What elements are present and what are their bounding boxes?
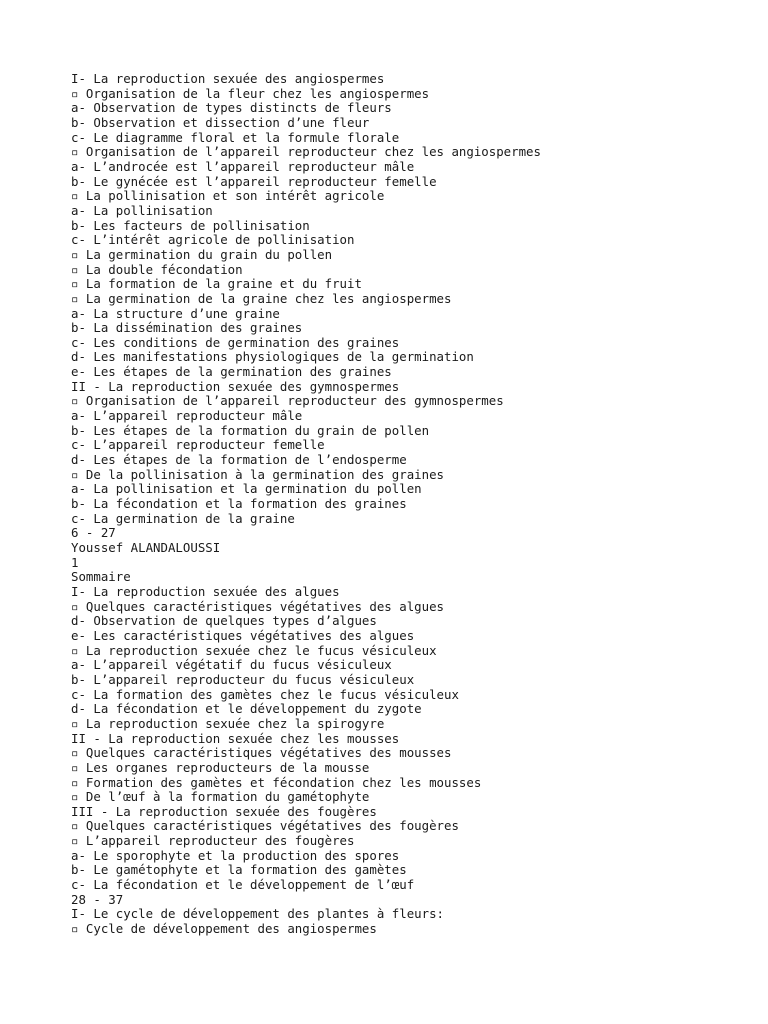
text-line: I- La reproduction sexuée des angiospermes <box>71 72 385 86</box>
author-name: Youssef ALANDALOUSSI <box>71 541 221 555</box>
text-line: b- Le gamétophyte et la formation des gamètes <box>71 863 407 878</box>
text-line: c- L’appareil reproducteur femelle <box>71 438 325 453</box>
text-line: III - La reproduction sexuée des fougères <box>71 804 377 819</box>
text-line: a- L’appareil reproducteur mâle <box>71 409 303 424</box>
text-line: b- Les facteurs de pollinisation <box>71 218 310 233</box>
text-line: c- La fécondation et le développement de l’œuf <box>71 878 415 893</box>
text-line: ▫ La formation de la graine et du fruit <box>71 277 362 292</box>
text-line: e- Les caractéristiques végétatives des algues <box>71 628 415 643</box>
text-line: e- Les étapes de la germination des graines <box>71 365 392 380</box>
text-line: ▫ La pollinisation et son intérêt agricole <box>71 189 385 204</box>
text-line: ▫ Organisation de l’appareil reproducteur chez les angiospermes <box>71 145 541 160</box>
text-line: c- La germination de la graine <box>71 511 295 526</box>
text-line: ▫ La reproduction sexuée chez la spirogyre <box>71 716 385 731</box>
text-line: b- Observation et dissection d’une fleur <box>71 115 370 130</box>
text-line: II - La reproduction sexuée des gymnospermes <box>71 379 400 394</box>
text-line: ▫ De la pollinisation à la germination des graines <box>71 467 444 482</box>
text-line: ▫ Les organes reproducteurs de la mousse <box>71 760 370 775</box>
text-line: II - La reproduction sexuée chez les mousses <box>71 731 400 746</box>
page-number: 1 <box>71 555 79 570</box>
text-line: ▫ Organisation de l’appareil reproducteur des gymnospermes <box>71 394 504 409</box>
text-line: ▫ La reproduction sexuée chez le fucus vésiculeux <box>71 643 437 658</box>
text-line: I- La reproduction sexuée des algues <box>71 584 340 599</box>
text-line: I- Le cycle de développement des plantes à fleurs: <box>71 907 444 922</box>
text-line: ▫ L’appareil reproducteur des fougères <box>71 834 355 849</box>
text-line: ▫ Organisation de la fleur chez les angiospermes <box>71 86 430 101</box>
text-line: c- Le diagramme floral et la formule florale <box>71 130 400 145</box>
page-range: 6 - 27 <box>71 526 116 541</box>
text-line: b- L’appareil reproducteur du fucus vésiculeux <box>71 672 415 687</box>
section-heading: Sommaire <box>71 570 131 585</box>
text-line: ▫ La germination du grain du pollen <box>71 247 333 262</box>
text-line: d- Les étapes de la formation de l’endosperme <box>71 453 407 468</box>
text-line: ▫ Cycle de développement des angiospermes <box>71 922 377 937</box>
text-line: b- Le gynécée est l’appareil reproducteur femelle <box>71 174 437 189</box>
text-line: c- La formation des gamètes chez le fucus vésiculeux <box>71 687 459 702</box>
text-line: ▫ Quelques caractéristiques végétatives des mousses <box>71 746 452 761</box>
text-line: ▫ La germination de la graine chez les angiospermes <box>71 291 452 306</box>
text-line: a- Le sporophyte et la production des spores <box>71 848 400 863</box>
text-line: d- La fécondation et le développement du zygote <box>71 702 422 717</box>
page-range: 28 - 37 <box>71 892 124 907</box>
text-line: a- L’appareil végétatif du fucus vésiculeux <box>71 658 392 673</box>
text-line: c- L’intérêt agricole de pollinisation <box>71 233 355 248</box>
text-line: a- L’androcée est l’appareil reproducteur mâle <box>71 159 415 174</box>
text-line: d- Observation de quelques types d’algues <box>71 614 377 629</box>
text-line: d- Les manifestations physiologiques de la germination <box>71 350 474 365</box>
text-line: a- La structure d’une graine <box>71 306 280 321</box>
text-line: ▫ Quelques caractéristiques végétatives des algues <box>71 599 444 614</box>
text-line: a- Observation de types distincts de fleurs <box>71 101 392 116</box>
text-line: b- Les étapes de la formation du grain de pollen <box>71 423 430 438</box>
text-line: c- Les conditions de germination des graines <box>71 335 400 350</box>
text-line: ▫ Formation des gamètes et fécondation chez les mousses <box>71 775 482 790</box>
text-line: ▫ De l’œuf à la formation du gamétophyte <box>71 790 370 805</box>
text-line: a- La pollinisation et la germination du pollen <box>71 482 422 497</box>
text-line: b- La dissémination des graines <box>71 321 303 336</box>
text-line: ▫ La double fécondation <box>71 262 243 277</box>
text-line: ▫ Quelques caractéristiques végétatives des fougères <box>71 819 459 834</box>
text-line: b- La fécondation et la formation des graines <box>71 497 407 512</box>
document-page <box>71 72 751 937</box>
text-line: a- La pollinisation <box>71 203 213 218</box>
